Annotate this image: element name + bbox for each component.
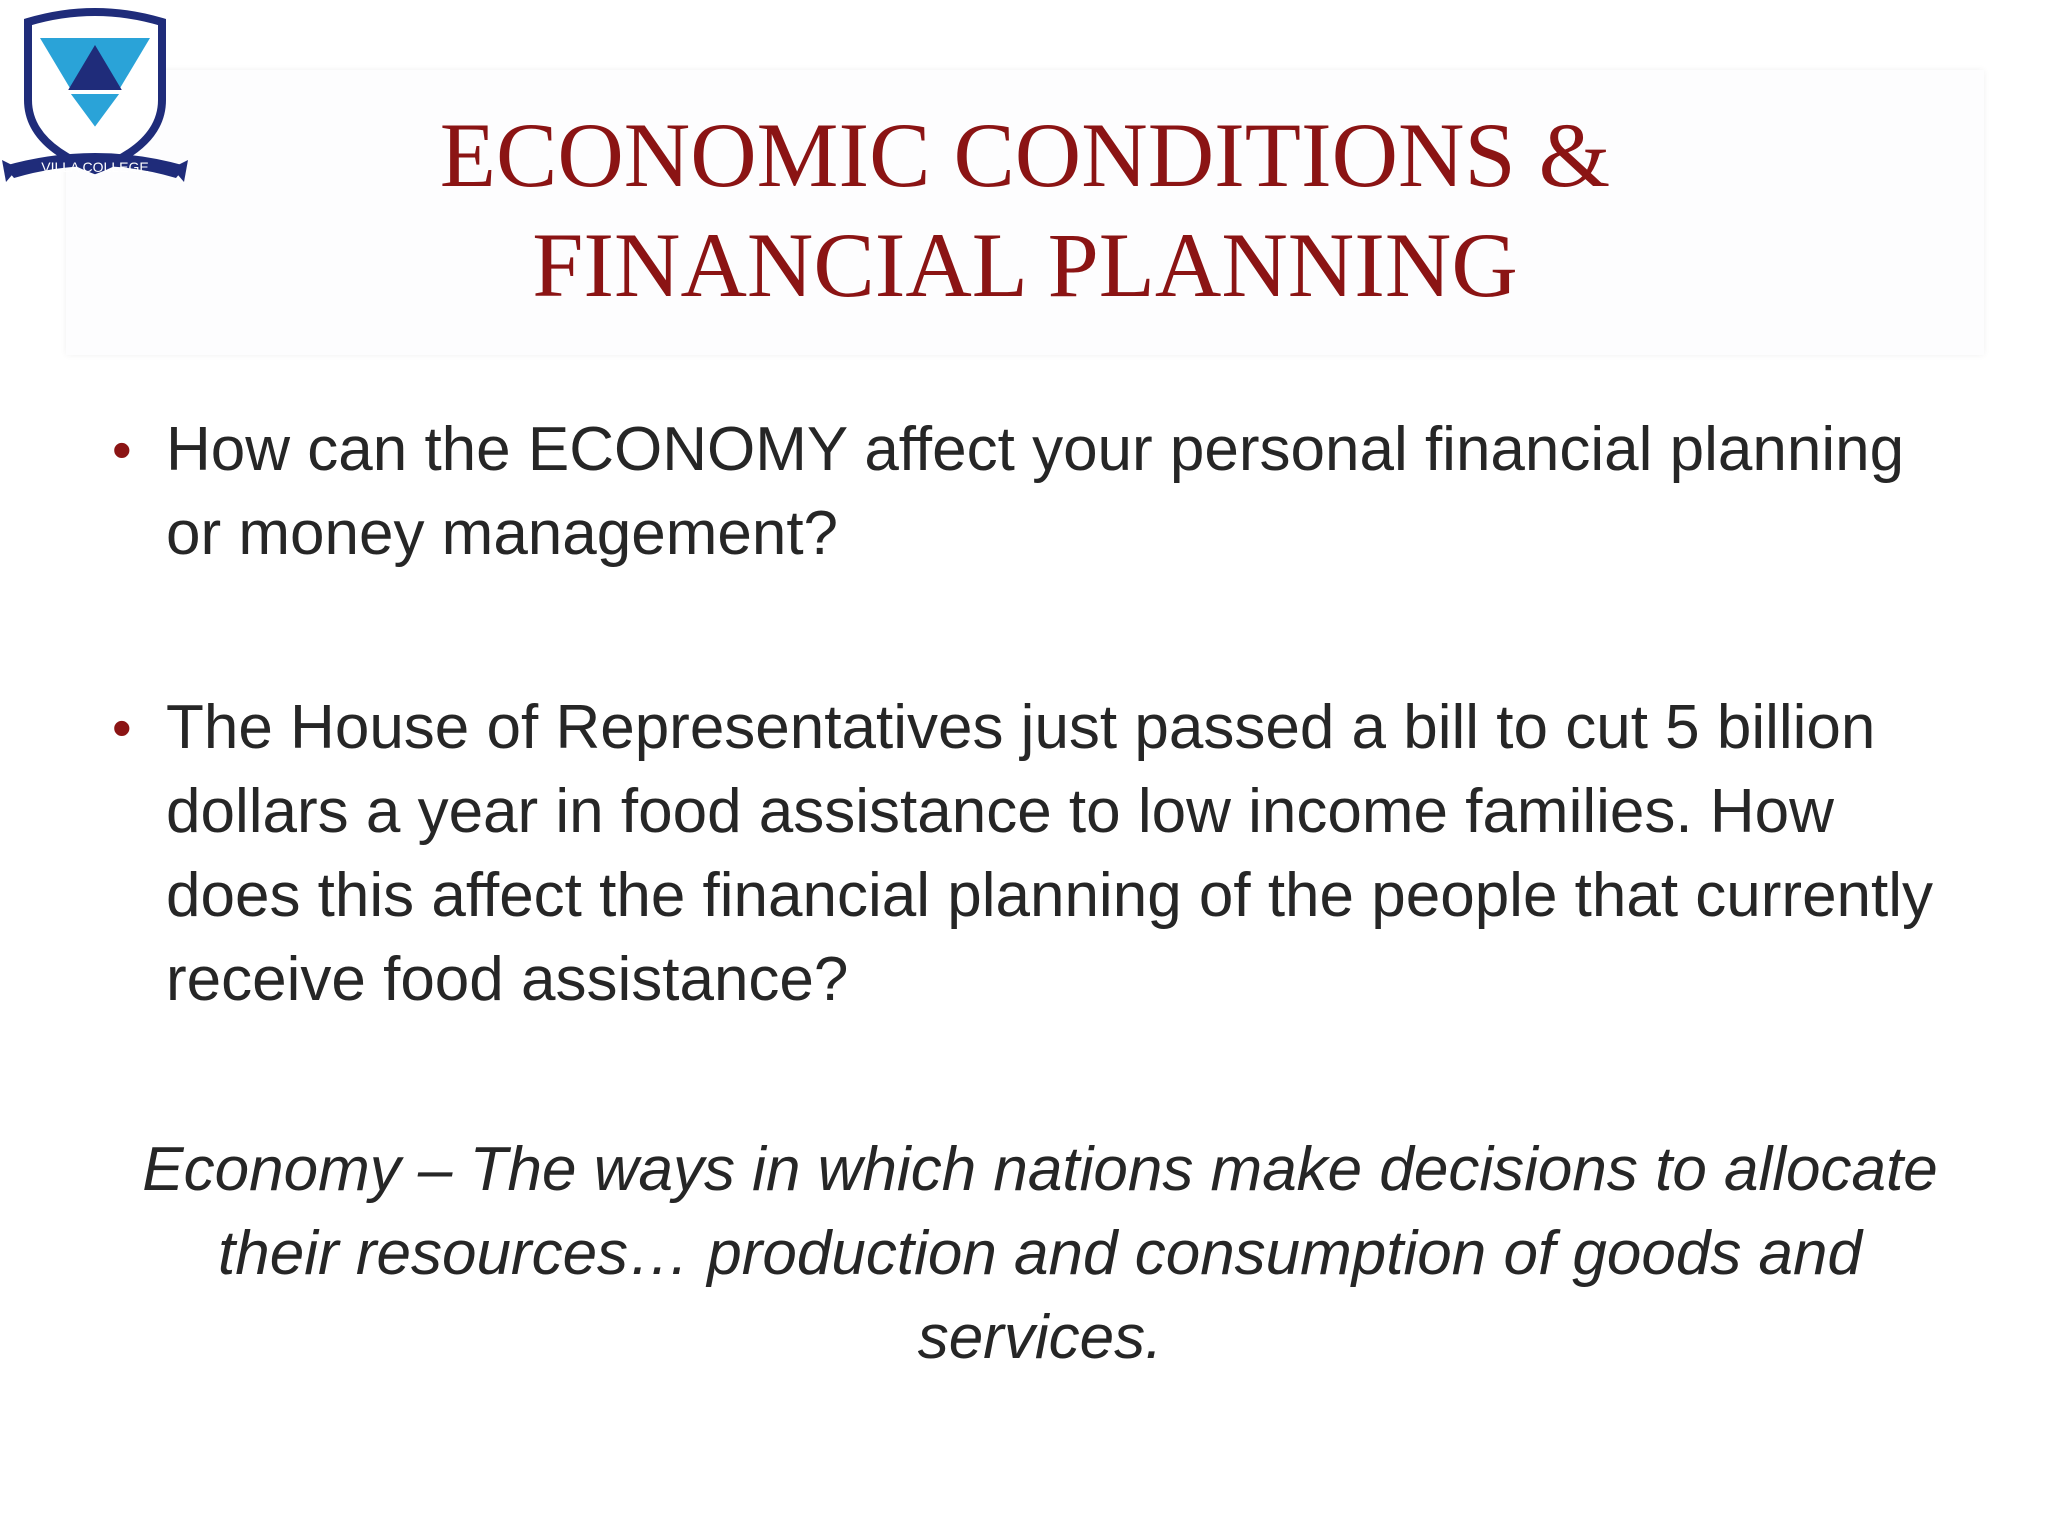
bullet-icon: •	[112, 696, 132, 759]
title-line: ECONOMIC CONDITIONS &	[439, 104, 1611, 206]
logo-text: VILLA COLLEGE	[41, 159, 149, 175]
economy-definition: Economy – The ways in which nations make decisions to allocate their resources… production and consumption of goods and services.	[142, 1135, 1938, 1372]
bullet-item	[110, 686, 1970, 1022]
bullet-item	[110, 408, 1970, 576]
bullet-text: How can the ECONOMY affect your personal financial planning or money management?	[166, 415, 1905, 568]
title-line: FINANCIAL PLANNING	[532, 214, 1518, 316]
bullet-icon: •	[112, 418, 132, 481]
bullet-list	[110, 408, 1970, 1022]
bullet-text: The House of Representatives just passed a bill to cut 5 billion dollars a year in food assistance to low income families. How does this affect the financial planning of the people that currently receive food assistance?	[166, 693, 1934, 1014]
slide-title	[66, 100, 1984, 320]
